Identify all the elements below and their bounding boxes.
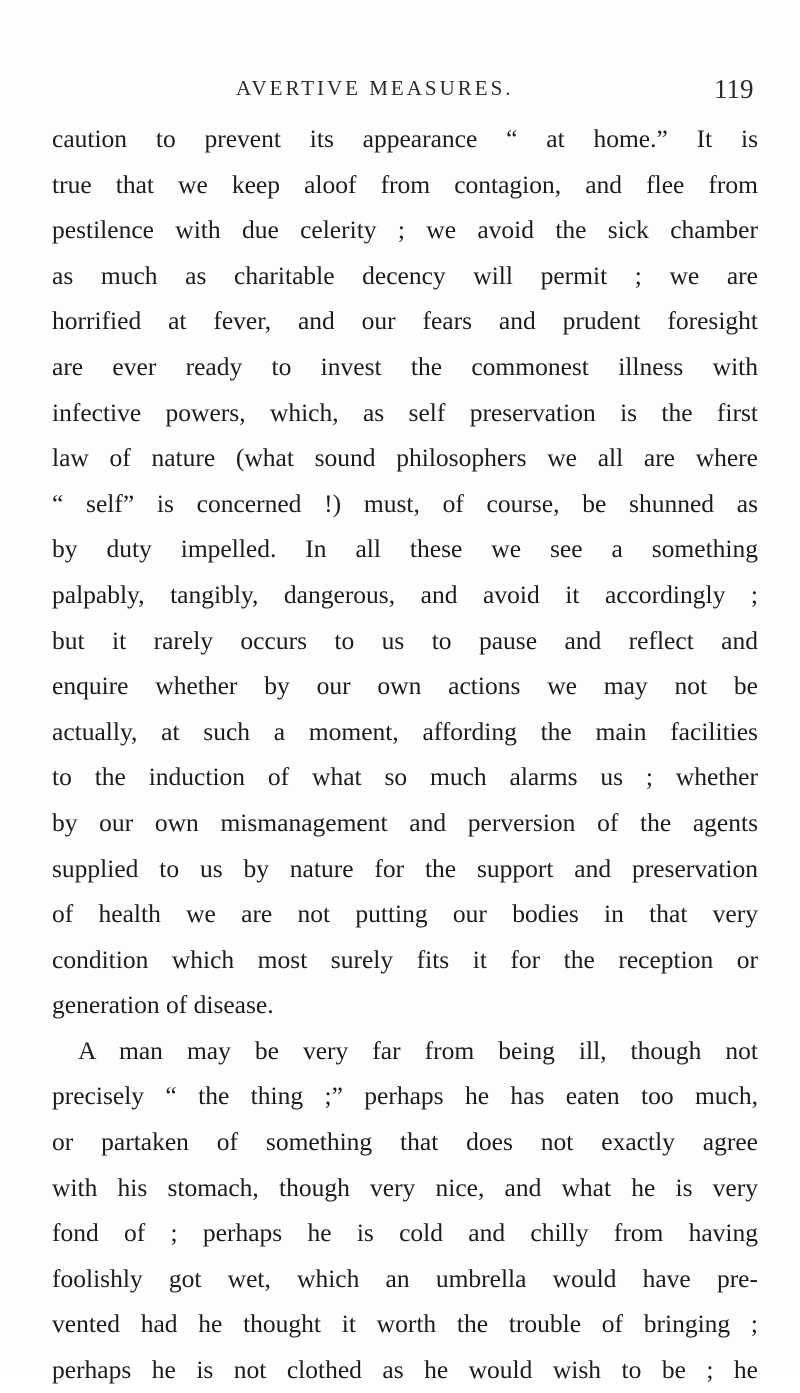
text-line: “ self” is concerned !) must, of course, be shunned as <box>52 488 758 518</box>
text-line: to the induction of what so much alarms us ; whether <box>52 762 758 792</box>
body-text <box>52 116 758 1393</box>
text-line: precisely “ the thing ;” perhaps he has eaten too much, <box>52 1081 758 1111</box>
text-line: of health we are not putting our bodies in that very <box>52 899 758 929</box>
text-line: horrified at fever, and our fears and prudent foresight <box>52 306 758 336</box>
text-line: or partaken of something that does not exactly agree <box>52 1127 758 1157</box>
text-line: by duty impelled. In all these we see a something <box>52 534 758 564</box>
text-line: with his stomach, though very nice, and what he is very <box>52 1172 758 1202</box>
text-line: fond of ; perhaps he is cold and chilly from having <box>52 1218 758 1248</box>
text-line: caution to prevent its appearance “ at home.” It is <box>52 124 758 153</box>
running-head <box>0 76 800 112</box>
text-line: enquire whether by our own actions we may not be <box>52 671 758 701</box>
text-line: supplied to us by nature for the support and preservation <box>52 853 758 883</box>
paragraph-start-line: A man may be very far from being ill, though not <box>78 1035 758 1065</box>
text-line: law of nature (what sound philosophers we all are where <box>52 443 758 473</box>
text-line: as much as charitable decency will permit ; we are <box>52 260 758 290</box>
text-line: but it rarely occurs to us to pause and reflect and <box>52 625 758 655</box>
running-head-title: AVERTIVE MEASURES. <box>236 76 514 100</box>
text-line: infective powers, which, as self preservation is the first <box>52 397 758 427</box>
text-line: condition which most surely fits it for the reception or <box>52 944 758 974</box>
text-line: vented had he thought it worth the trouble of bringing ; <box>52 1309 758 1339</box>
text-line: foolishly got wet, which an umbrella would have pre- <box>52 1263 758 1293</box>
paragraph-end-line: generation of disease. <box>52 990 274 1020</box>
text-line: by our own mismanagement and perversion of the agents <box>52 807 758 837</box>
text-line: are ever ready to invest the commonest illness with <box>52 351 758 381</box>
page-number: 119 <box>714 74 754 104</box>
text-line: pestilence with due celerity ; we avoid the sick chamber <box>52 215 758 245</box>
text-line: palpably, tangibly, dangerous, and avoid it accordingly ; <box>52 579 758 609</box>
text-line: actually, at such a moment, affording the main facilities <box>52 716 758 746</box>
text-line: true that we keep aloof from contagion, and flee from <box>52 169 758 199</box>
text-line: perhaps he is not clothed as he would wish to be ; he <box>52 1355 758 1385</box>
